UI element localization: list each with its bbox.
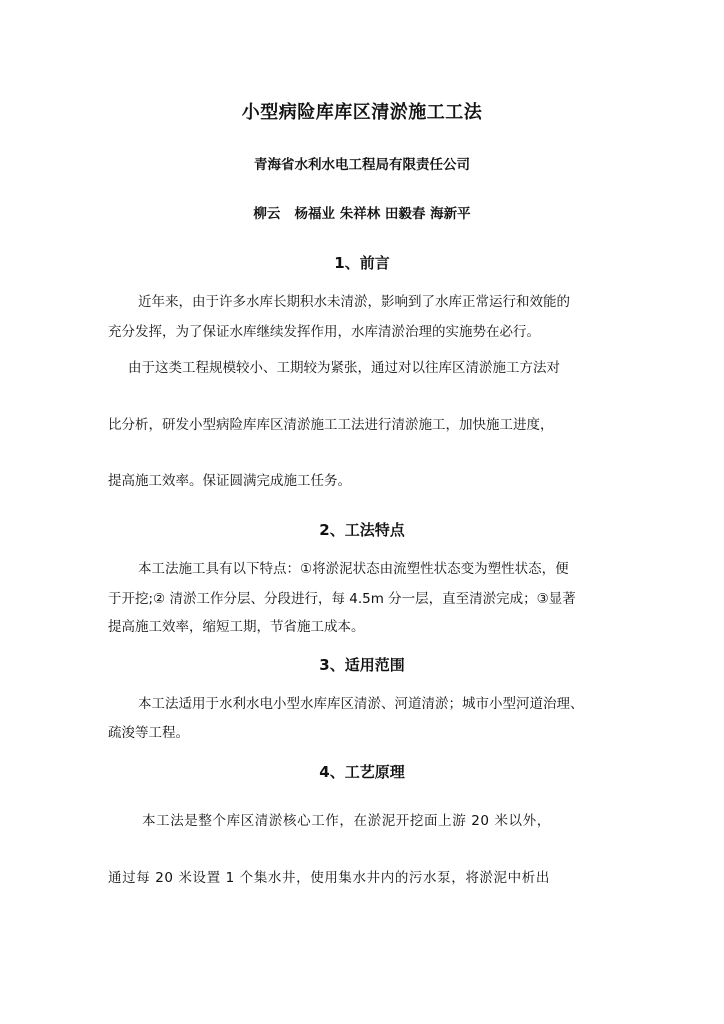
paragraph-line: 比分析，研发小型病险库库区清淤施工工法进行清淤施工，加快施工进度， (108, 417, 554, 433)
section-heading: 2、工法特点 (319, 521, 405, 539)
paragraph-line: 通过每 20 米设置 1 个集水井，使用集水井内的污水泵，将淤泥中析出 (108, 870, 550, 886)
paragraph-line: 充分发挥，为了保证水库继续发挥作用，水库清淤治理的实施势在必行。 (108, 324, 540, 340)
paragraph-line: 于开挖;② 清淤工作分层、分段进行，每 4.5m 分一层，直至清淤完成；③显著 (108, 591, 576, 607)
section-heading: 1、前言 (334, 254, 390, 272)
section-heading: 4、工艺原理 (319, 763, 405, 781)
paragraph-line: 提高施工效率，缩短工期，节省施工成本。 (108, 619, 365, 635)
paragraph-line: 近年来，由于许多水库长期积水未清淤，影响到了水库正常运行和效能的 (138, 294, 570, 310)
paragraph-line: 本工法是整个库区清淤核心工作，在淤泥开挖面上游 20 米以外， (142, 813, 551, 829)
section-heading: 3、适用范围 (319, 656, 405, 674)
paragraph-line: 由于这类工程规模较小、工期较为紧张，通过对以往库区清淤施工方法对 (128, 360, 560, 376)
document-title: 小型病险库库区清淤施工工法 (241, 102, 483, 123)
paragraph-line: 本工法施工具有以下特点：①将淤泥状态由流塑性状态变为塑性状态，便 (138, 561, 569, 577)
paragraph-line: 疏浚等工程。 (108, 725, 189, 741)
author-list: 柳云 杨福业 朱祥林 田毅春 海新平 (253, 206, 471, 222)
organization-name: 青海省水利水电工程局有限责任公司 (254, 157, 470, 173)
paragraph-line: 提高施工效率。保证圆满完成施工任务。 (108, 473, 351, 489)
paragraph-line: 本工法适用于水利水电小型水库库区清淤、河道清淤；城市小型河道治理、 (138, 696, 584, 712)
